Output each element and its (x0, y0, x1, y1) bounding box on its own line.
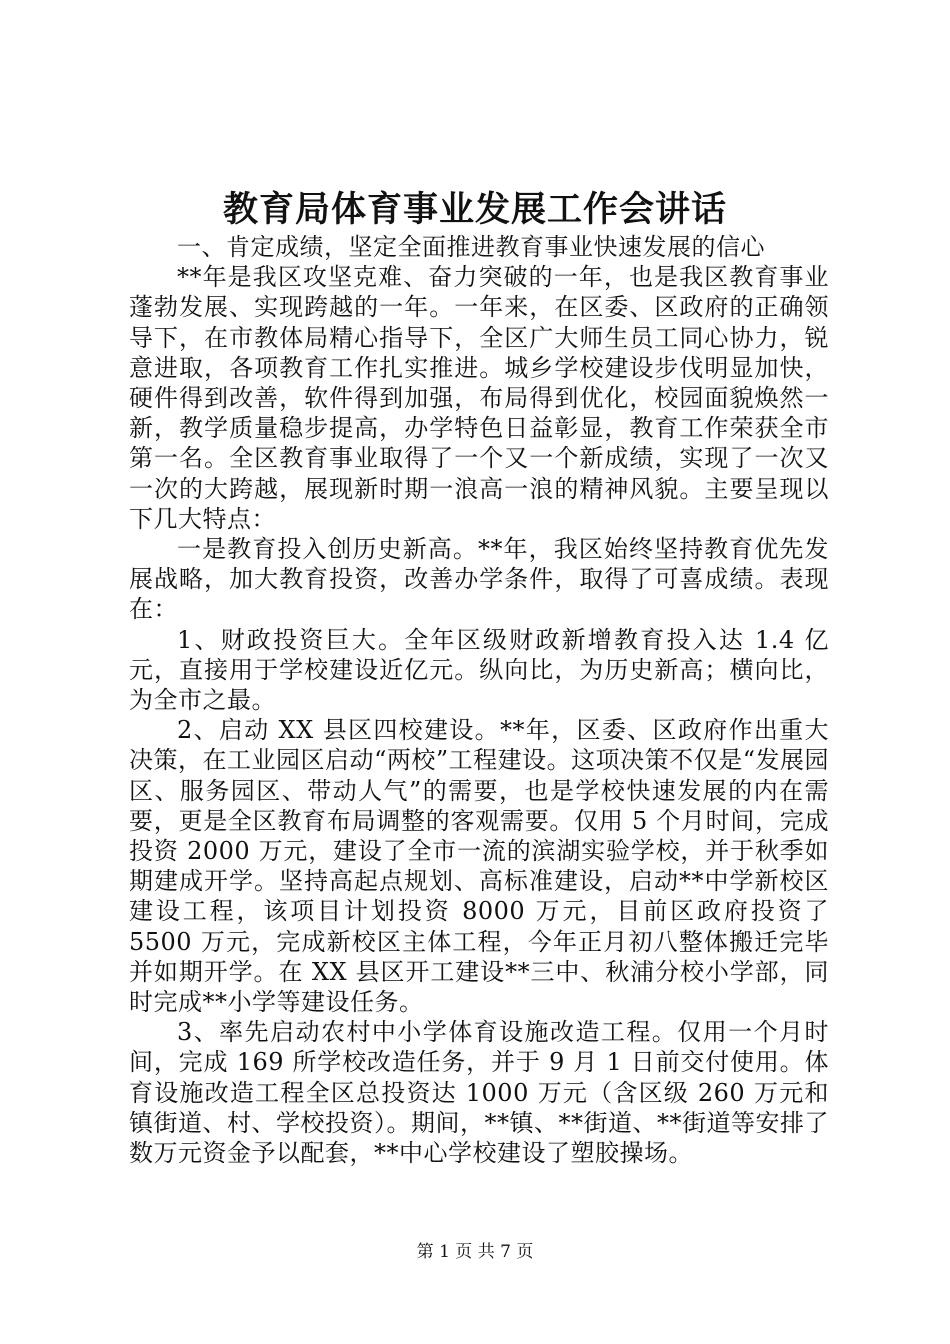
paragraph: 3、率先启动农村中小学体育设施改造工程。仅用一个月时间，完成 169 所学校改造任务，并于 9 月 1 日前交付使用。体育设施改造工程全区总投资达 1000 万元（含区级 260 万元和镇街道、村、学校投资）。期间，**镇、**街道、**街道等安排了数万元资金予以配套，**中心学校建设了塑胶操场。 (129, 1018, 829, 1168)
paragraph: **年是我区攻坚克难、奋力突破的一年，也是我区教育事业蓬勃发展、实现跨越的一年。一年来，在区委、区政府的正确领导下，在市教体局精心指导下，全区广大师生员工同心协力，锐意进取，各项教育工作扎实推进。城乡学校建设步伐明显加快，硬件得到改善，软件得到加强，布局得到优化，校园面貌焕然一新，教学质量稳步提高，办学特色日益彰显，教育工作荣获全市第一名。全区教育事业取得了一个又一个新成绩，实现了一次又一次的大跨越，展现新时期一浪高一浪的精神风貌。主要呈现以下几大特点： (129, 263, 829, 533)
page-footer: 第 1 页 共 7 页 (416, 1242, 534, 1262)
document-body (129, 232, 829, 1168)
paragraph: 2、启动 XX 县区四校建设。**年，区委、区政府作出重大决策，在工业园区启动“两校”工程建设。这项决策不仅是“发展园区、服务园区、带动人气”的需要，也是学校快速发展的内在需要，更是全区教育布局调整的客观需要。仅用 5 个月时间，完成投资 2000 万元，建设了全市一流的滨湖实验学校，并于秋季如期建成开学。坚持高起点规划、高标准建设，启动**中学新校区建设工程，该项目计划投资 8000 万元，目前区政府投资了 5500 万元，完成新校区主体工程，今年正月初八整体搬迁完毕并如期开学。在 XX 县区开工建设**三中、秋浦分校小学部，同时完成**小学等建设任务。 (129, 716, 829, 1017)
paragraph: 一是教育投入创历史新高。**年，我区始终坚持教育优先发展战略，加大教育投资，改善办学条件，取得了可喜成绩。表现在： (129, 535, 829, 624)
paragraph: 1、财政投资巨大。全年区级财政新增教育投入达 1.4 亿元，直接用于学校建设近亿元。纵向比，为历史新高；横向比，为全市之最。 (129, 625, 829, 715)
document-title: 教育局体育事业发展工作会讲话 (222, 189, 727, 230)
section-heading: 一、肯定成绩，坚定全面推进教育事业快速发展的信心 (177, 233, 765, 261)
